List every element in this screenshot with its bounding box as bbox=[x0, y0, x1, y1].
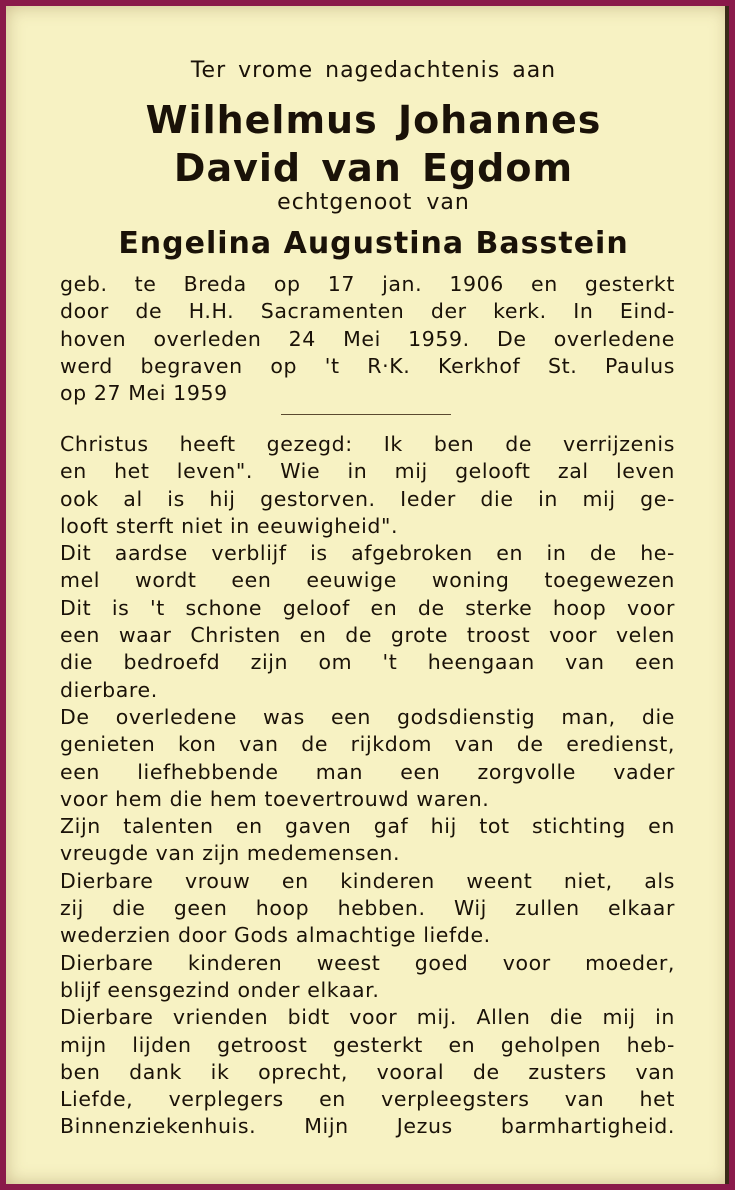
verse-line: een liefhebbende man een zorgvolle vader bbox=[60, 759, 675, 784]
verse-line: Zijn talenten en gaven gaf hij tot stichting en bbox=[60, 814, 675, 839]
verse-line: en het leven". Wie in mij gelooft zal leven bbox=[60, 459, 675, 484]
verse-line: Christus heeft gezegd: Ik ben de verrijzenis bbox=[60, 432, 675, 456]
verse-line: zij die geen hoop hebben. Wij zullen elkaar bbox=[60, 896, 675, 921]
verse-line: blijf eensgezind onder elkaar. bbox=[60, 977, 380, 1002]
verse-line: mijn lijden getroost gesterkt en geholpen heb- bbox=[60, 1032, 675, 1057]
verse-line: Dit is 't schone geloof en de sterke hoop voor bbox=[60, 595, 675, 620]
bio-line: hoven overleden 24 Mei 1959. De overledene bbox=[60, 326, 675, 351]
verse-line: De overledene was een godsdienstig man, die bbox=[60, 704, 675, 729]
bio-line: geb. te Breda op 17 jan. 1906 en gesterkt bbox=[60, 272, 675, 296]
verse-line: die bedroefd zijn om 't heengaan van een bbox=[60, 650, 675, 675]
verse-line: ben dank ik oprecht, vooral de zusters van bbox=[60, 1059, 675, 1084]
verse-line: dierbare. bbox=[60, 677, 158, 702]
bio-line: op 27 Mei 1959 bbox=[60, 381, 228, 406]
verse-line: ook al is hij gestorven. Ieder die in mij ge- bbox=[60, 486, 675, 511]
verse-line: genieten kon van de rijkdom van de eredienst, bbox=[60, 732, 675, 757]
verse-line: Dit aardse verblijf is afgebroken en in de he- bbox=[60, 541, 675, 566]
bio-line: werd begraven op 't R·K. Kerkhof St. Paulus bbox=[60, 353, 675, 378]
verse-line: mel wordt een eeuwige woning toegewezen bbox=[60, 568, 675, 593]
verse-line: Dierbare kinderen weest goed voor moeder, bbox=[60, 950, 675, 975]
verse-line: Dierbare vrouw en kinderen weent niet, als bbox=[60, 868, 675, 893]
deceased-name-line-2: David van Egdom bbox=[173, 146, 574, 190]
verse-line: looft sterft niet in eeuwigheid". bbox=[60, 513, 399, 538]
verse-line: wederzien door Gods almachtige liefde. bbox=[60, 923, 491, 948]
spouse-intro: echtgenoot van bbox=[277, 190, 470, 215]
spouse-name: Engelina Augustina Basstein bbox=[118, 226, 629, 261]
memorial-card bbox=[6, 6, 729, 1184]
verses-paragraph bbox=[60, 431, 675, 1141]
divider bbox=[281, 414, 451, 415]
verse-line: vreugde van zijn medemensen. bbox=[60, 841, 401, 866]
verse-line: een waar Christen en de grote troost voor velen bbox=[60, 623, 675, 648]
verse-line: Binnenziekenhuis. Mijn Jezus barmhartigheid. bbox=[60, 1114, 675, 1139]
bio-line: door de H.H. Sacramenten der kerk. In Eind- bbox=[60, 299, 675, 324]
verse-line: Liefde, verplegers en verpleegsters van het bbox=[60, 1087, 675, 1112]
intro-text: Ter vrome nagedachtenis aan bbox=[190, 58, 557, 83]
verse-line: Dierbare vrienden bidt voor mij. Allen die mij in bbox=[60, 1005, 675, 1030]
biography-paragraph bbox=[60, 271, 675, 407]
deceased-name-line-1: Wilhelmus Johannes bbox=[145, 98, 602, 142]
verse-line: voor hem die hem toevertrouwd waren. bbox=[60, 786, 490, 811]
